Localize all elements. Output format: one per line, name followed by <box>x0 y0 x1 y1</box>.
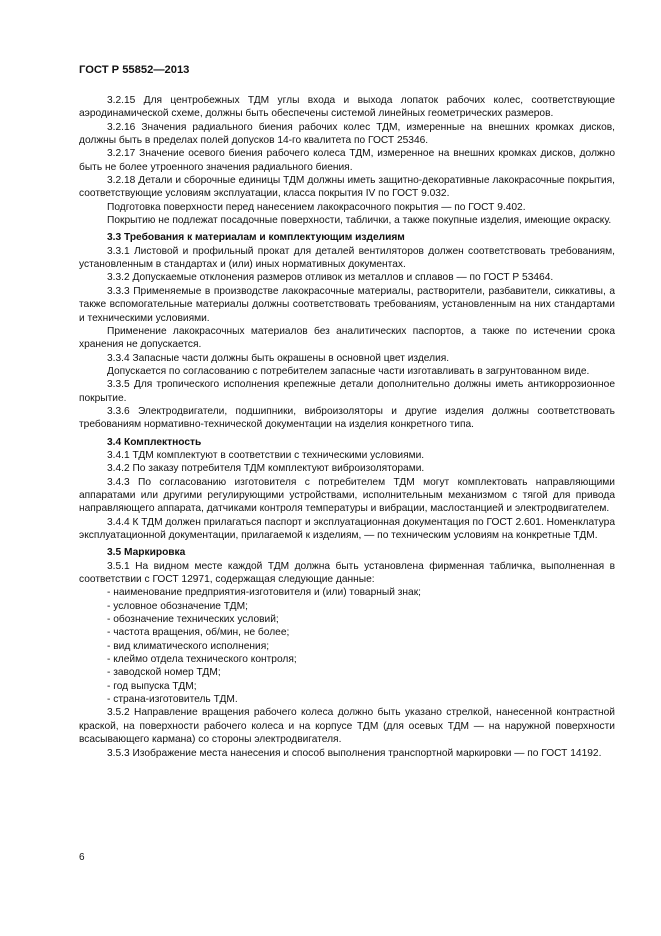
list-item: - год выпуска ТДМ; <box>107 680 197 692</box>
paragraph-3-4-3: 3.4.3 По согласованию изготовителя с потребителем ТДМ могут комплектовать направляющими аппаратами или другими регулирующими устройствами, исполнительным механизмом с тягой для привода направляющего аппарата, датчиками контроля температуры и вибрации, маслостанцией и электродвигателем. <box>79 476 615 515</box>
list-item: - заводской номер ТДМ; <box>107 667 221 679</box>
paragraph-3-2-18: 3.2.18 Детали и сборочные единицы ТДМ должны иметь защитно-декоративные лакокрасочные покрытия, соответствующие условиям эксплуатации, класса покрытия IV по ГОСТ 9.032. <box>79 175 615 200</box>
list-item: - клеймо отдела технического контроля; <box>107 654 297 666</box>
paragraph-3-4-2: 3.4.2 По заказу потребителя ТДМ комплектуют виброизоляторами. <box>107 463 425 475</box>
paragraph-3-2-16: 3.2.16 Значения радиального биения рабочих колес ТДМ, измеренные на внешних кромках дисков, должны быть в пределах полей допусков 14-го квалитета по ГОСТ 25346. <box>79 121 615 147</box>
paragraph-3-3-6: 3.3.6 Электродвигатели, подшипники, виброизоляторы и другие изделия должны соответствовать требованиям нормативно-технической документации на изделия конкретного типа. <box>79 405 615 431</box>
list-item: - вид климатического исполнения; <box>107 640 270 652</box>
section-heading-3-3: 3.3 Требования к материалам и комплектующим изделиям <box>107 232 405 244</box>
paragraph-coating-usage: Применение лакокрасочных материалов без аналитических паспортов, а также по истечении срока хранения не допускается. <box>79 325 615 351</box>
paragraph-3-3-1: 3.3.1 Листовой и профильный прокат для деталей вентиляторов должен соответствовать требованиям, установленным в стандартах и (или) иных нормативных документах. <box>79 245 615 271</box>
list-item: - условное обозначение ТДМ; <box>107 600 248 612</box>
paragraph-3-4-1: 3.4.1 ТДМ комплектуют в соответствии с техническими условиями. <box>107 449 425 461</box>
paragraph-spare-parts: Допускается по согласованию с потребителем запасные части изготавливать в загрунтованном виде. <box>107 365 590 377</box>
section-heading-3-4: 3.4 Комплектность <box>107 436 202 448</box>
list-item: - страна-изготовитель ТДМ. <box>107 694 238 706</box>
paragraph-3-3-4: 3.3.4 Запасные части должны быть окрашены в основной цвет изделия. <box>107 352 450 364</box>
paragraph-3-3-5: 3.3.5 Для тропического исполнения крепежные детали дополнительно должны иметь антикоррозионное покрытие. <box>79 379 615 404</box>
paragraph-no-coating: Покрытию не подлежат посадочные поверхности, таблички, а также покупные изделия, имеющие окраску. <box>107 215 612 227</box>
document-header: ГОСТ Р 55852—2013 <box>79 64 190 76</box>
paragraph-3-5-1: 3.5.1 На видном месте каждой ТДМ должна быть установлена фирменная табличка, выполненная в соответствии с ГОСТ 12971, содержащая следующие данные: <box>79 560 615 586</box>
page-number: 6 <box>79 852 85 863</box>
paragraph-3-4-4: 3.4.4 К ТДМ должен прилагаться паспорт и эксплуатационная документация по ГОСТ 2.601. Номенклатура эксплуатационной документации, прилагаемой к изделиям, — по техническим условиям на конкретные ТДМ. <box>79 516 615 541</box>
paragraph-3-3-2: 3.3.2 Допускаемые отклонения размеров отливок из металлов и сплавов — по ГОСТ Р 53464. <box>107 272 554 284</box>
list-item: - наименование предприятия-изготовителя и (или) товарный знак; <box>107 587 421 599</box>
paragraph-3-5-3: 3.5.3 Изображение места нанесения и способ выполнения транспортной маркировки — по ГОСТ 14192. <box>107 747 602 759</box>
paragraph-3-5-2: 3.5.2 Направление вращения рабочего колеса должно быть указано стрелкой, нанесенной контрастной краской, на поверхности рабочего колеса и на корпусе ТДМ (для осевых ТДМ — на наружной поверхности всасывающего кармана) со стороны электродвигателя. <box>79 707 615 746</box>
list-item: - частота вращения, об/мин, не более; <box>107 627 290 639</box>
section-heading-3-5: 3.5 Маркировка <box>107 547 186 559</box>
paragraph-3-3-3: 3.3.3 Применяемые в производстве лакокрасочные материалы, растворители, разбавители, сиккативы, а также вспомогательные материалы должны соответствовать требованиям, установленным на них стандартами и техническими условиями. <box>79 285 615 324</box>
paragraph-surface-prep: Подготовка поверхности перед нанесением лакокрасочного покрытия — по ГОСТ 9.402. <box>107 201 526 213</box>
paragraph-3-2-15: 3.2.15 Для центробежных ТДМ углы входа и выхода лопаток рабочих колес, соответствующие аэродинамической схеме, должны быть обеспечены системой линейных геометрических размеров. <box>79 95 615 120</box>
document-body <box>79 94 615 760</box>
list-item: - обозначение технических условий; <box>107 614 279 626</box>
paragraph-3-2-17: 3.2.17 Значение осевого биения рабочего колеса ТДМ, измеренное на внешних кромках дисков, должно быть не более утроенного значения радиального биения. <box>79 148 615 173</box>
